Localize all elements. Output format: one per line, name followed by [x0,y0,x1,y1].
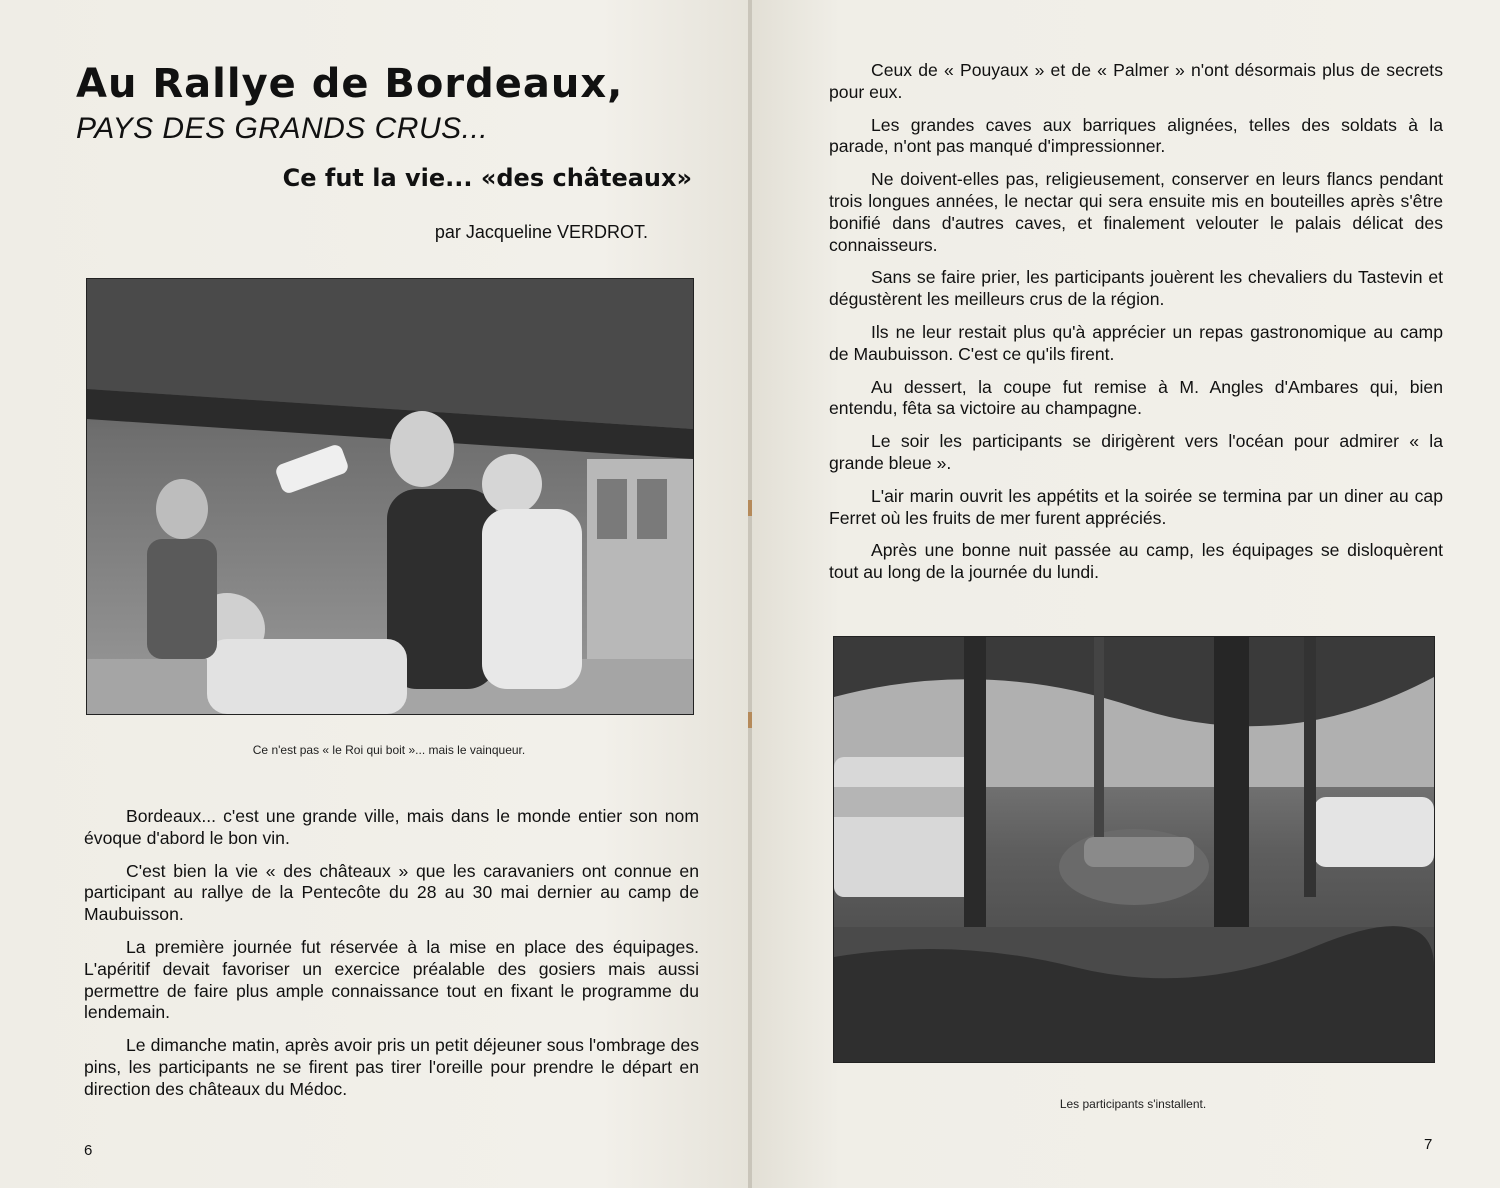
photo-winner-drinking [86,278,694,715]
staple [748,500,752,516]
binding-gutter [748,0,752,1188]
photo-caption-right: Les participants s'installent. [1059,1097,1207,1111]
staple [748,712,752,728]
paragraph: Ils ne leur restait plus qu'à apprécier un repas gastronomique au camp de Maubuisson. C'est ce qu'ils firent. [829,321,1443,364]
article-subtitle: PAYS DES GRANDS CRUS... [76,112,489,145]
paragraph: Le soir les participants se dirigèrent vers l'océan pour admirer « la grande bleue ». [829,431,1443,473]
photo-caption-left: Ce n'est pas « le Roi qui boit »... mais le vainqueur. [252,743,526,757]
paragraph: Le dimanche matin, après avoir pris un petit déjeuner sous l'ombrage des pins, les participants ne se firent pas tirer l'oreille pour prendre le départ en direction des châteaux du Médoc. [84,1035,699,1099]
page-number-left: 6 [84,1142,93,1159]
paragraph: La première journée fut réservée à la mise en place des équipages. L'apéritif devait favoriser un exercice préalable des gosiers mais aussi permettre de faire plus ample connaissance tout en fixant le programme du lendemain. [84,936,699,1023]
paragraph: Les grandes caves aux barriques alignées, telles des soldats à la parade, n'ont pas manqué d'impressionner. [829,114,1443,157]
page-number-right: 7 [1424,1136,1433,1153]
right-column-text [829,60,1443,595]
right-page [750,0,1500,1188]
paragraph: Ceux de « Pouyaux » et de « Palmer » n'ont désormais plus de secrets pour eux. [829,60,1443,102]
paragraph: Ne doivent-elles pas, religieusement, conserver en leurs flancs pendant trois longues années, le nectar qui sera ensuite mis en bouteilles après s'être bonifié dans d'autres caves, et finalement velouter le palais délicat des connaisseurs. [829,169,1443,255]
paragraph: C'est bien la vie « des châteaux » que les caravaniers ont connue en participant au rallye de la Pentecôte du 28 au 30 mai dernier au camp de Maubuisson. [84,860,699,925]
article-byline: par Jacqueline VERDROT. [434,222,648,242]
paragraph: Après une bonne nuit passée au camp, les équipages se disloquèrent tout au long de la journée du lundi. [829,540,1443,583]
article-title: Au Rallye de Bordeaux, [76,61,624,107]
paragraph: Sans se faire prier, les participants jouèrent les chevaliers du Tastevin et dégustèrent les meilleurs crus de la région. [829,267,1443,310]
paragraph: L'air marin ouvrit les appétits et la soirée se termina par un diner au cap Ferret où les fruits de mer furent appréciés. [829,485,1443,528]
article-tagline: Ce fut la vie... «des châteaux» [282,164,692,192]
photo-campsite [833,636,1435,1063]
paragraph: Bordeaux... c'est une grande ville, mais dans le monde entier son nom évoque d'abord le bon vin. [84,806,699,848]
paragraph: Au dessert, la coupe fut remise à M. Angles d'Ambares qui, bien entendu, fêta sa victoire au champagne. [829,376,1443,419]
left-column-text [84,806,699,1112]
